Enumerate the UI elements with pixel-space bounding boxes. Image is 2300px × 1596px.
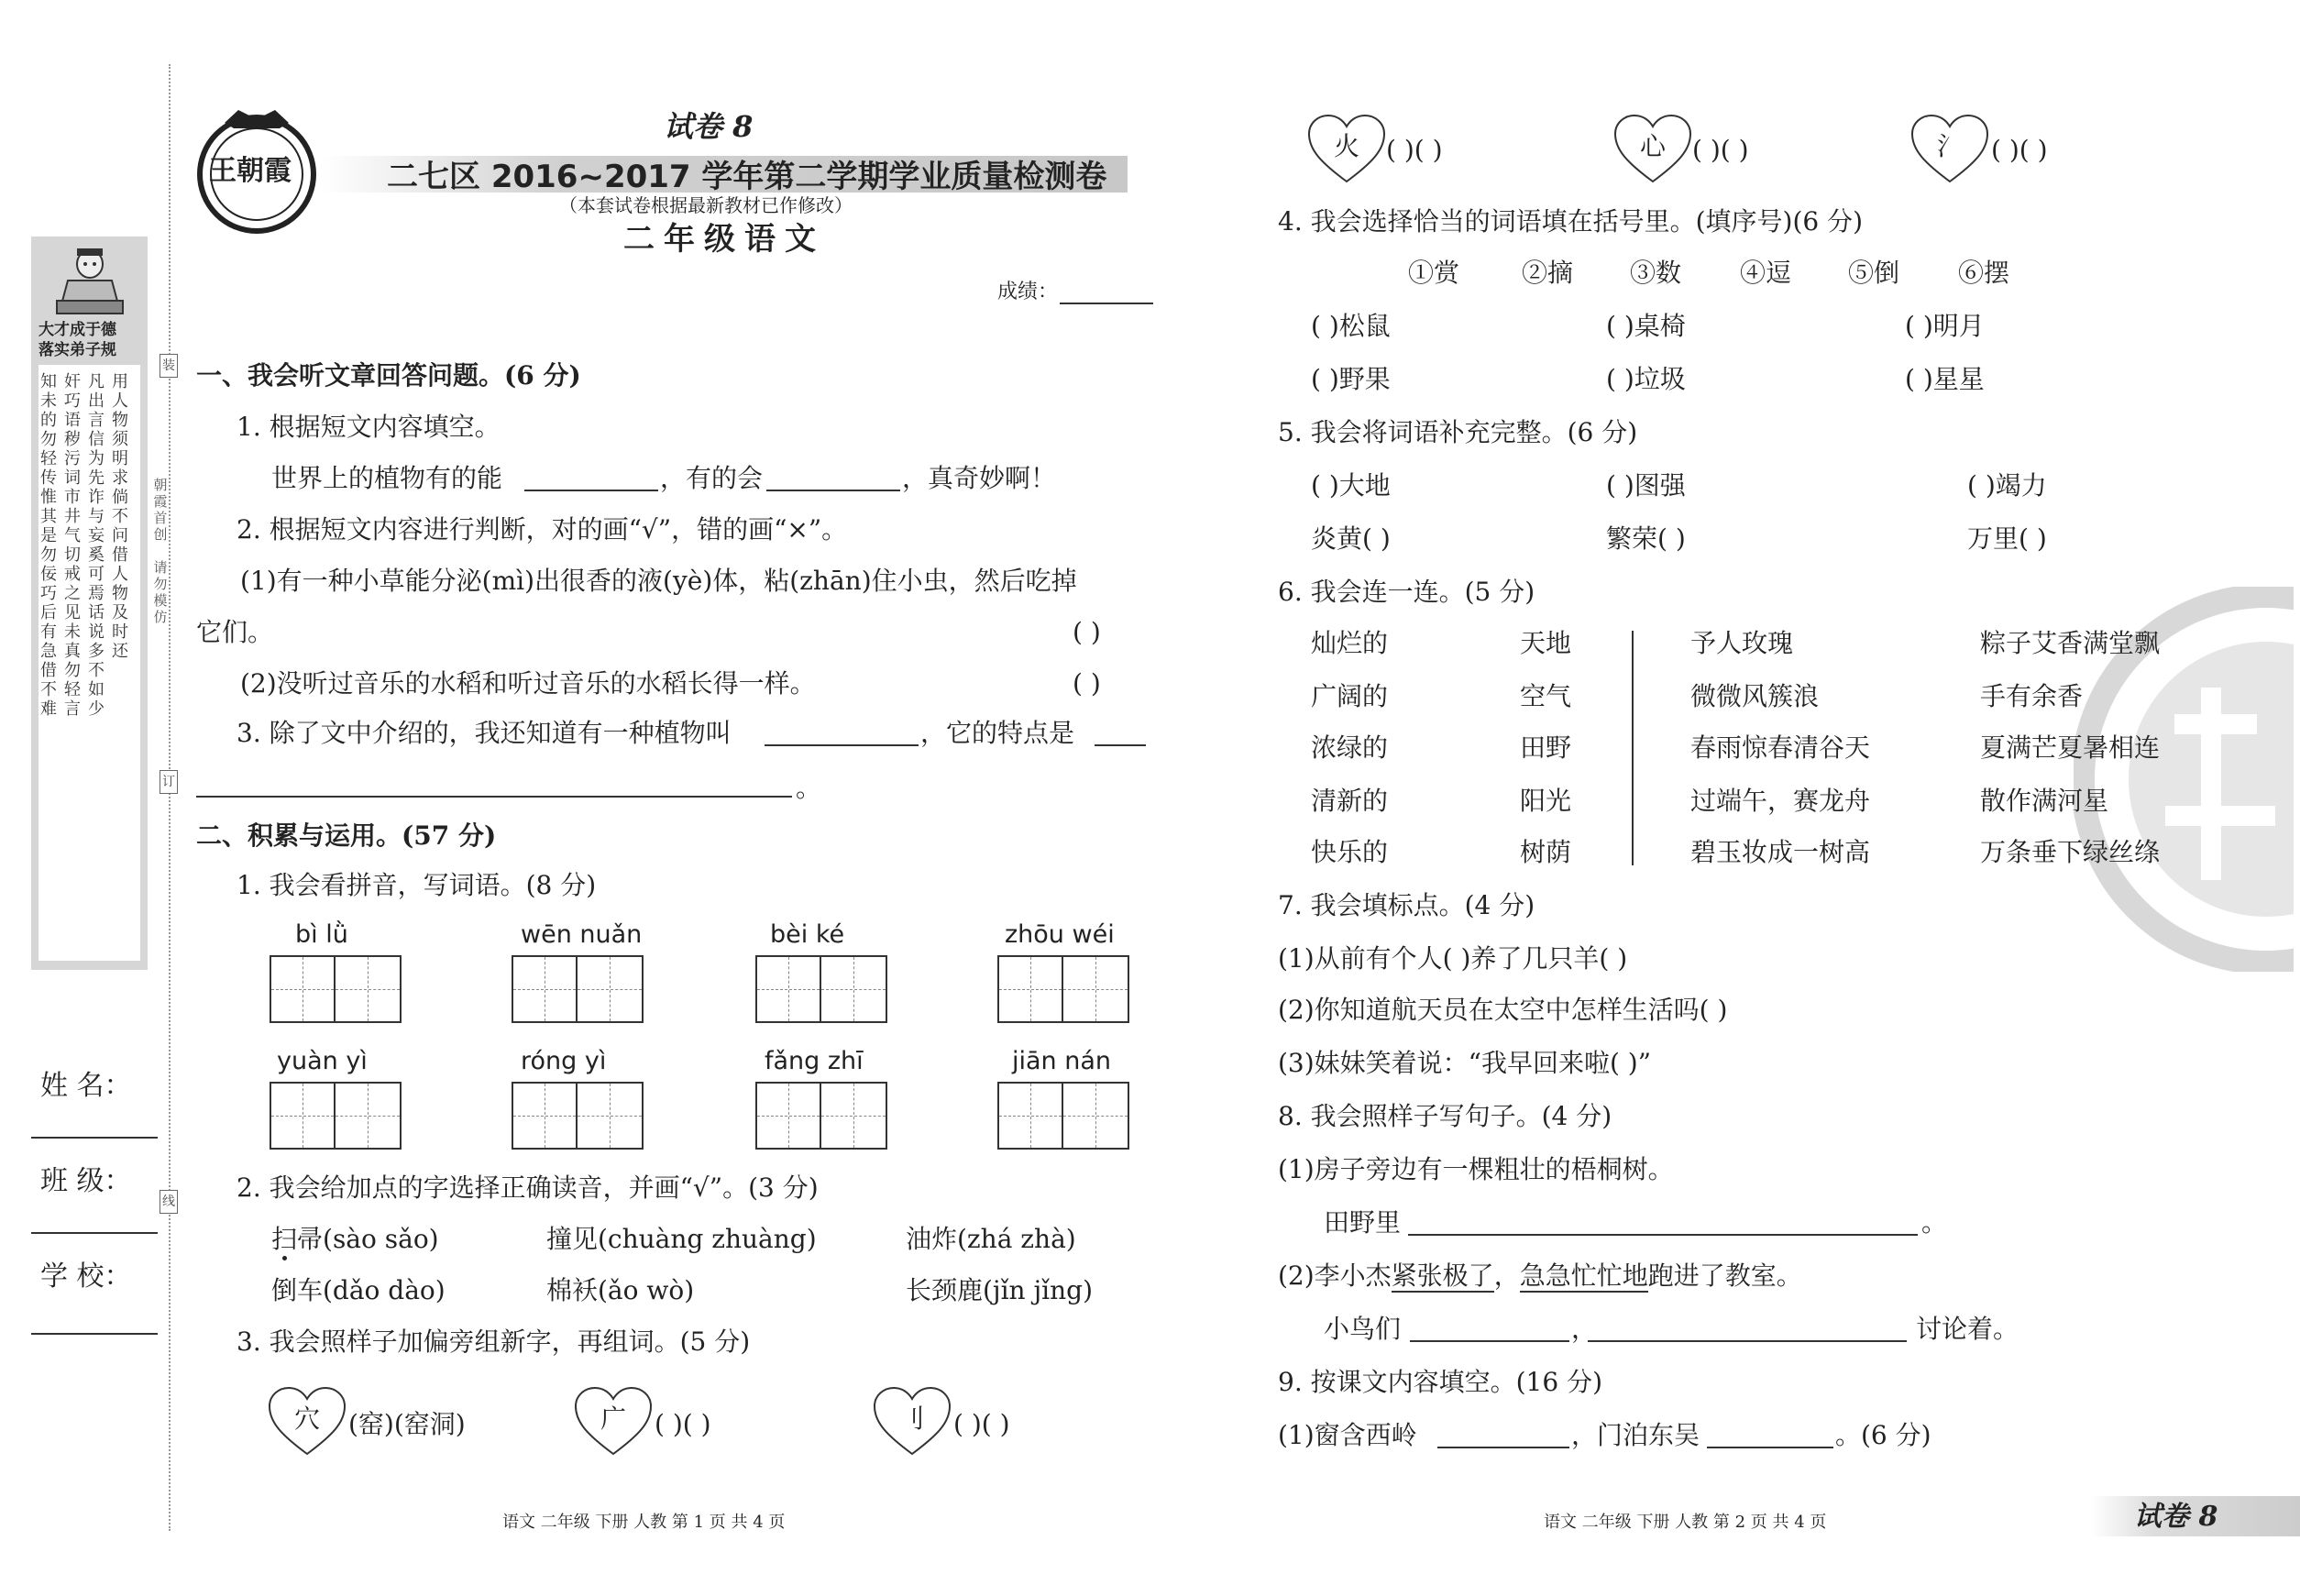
s2-q1: 1. 我会看拼音，写词语。(8 分)	[237, 870, 597, 900]
reading-4[interactable]: 倒车(dǎo dào)	[271, 1275, 446, 1305]
q4-item-4[interactable]: ( )野果	[1311, 364, 1391, 394]
scholar-illustration	[51, 244, 128, 317]
exam-title: 二七区 2016~2017 学年第二学期学业质量检测卷	[387, 159, 1107, 195]
q4-option-3: ③数	[1630, 258, 1682, 288]
q5-item-5[interactable]: 繁荣( )	[1606, 523, 1686, 554]
s1-q2-1-line2: 它们。	[196, 617, 274, 647]
s1-q2-1-line1: (1)有一种小草能分泌(mì)出很香的液(yè)体，粘(zhān)住小虫，然后吃掉	[240, 566, 1077, 596]
q8-blank-1[interactable]	[1408, 1234, 1918, 1236]
section-2-title: 二、积累与运用。(57 分)	[196, 820, 497, 851]
q7-item-1[interactable]: (1)从前有个人( )养了几只羊( )	[1278, 943, 1628, 974]
q6-col2-1[interactable]: 天地	[1520, 628, 1572, 658]
motto-column-2: 凡 出 言 信 为 先 诈 与 妄 奚 可 焉 话 说 多 不 如 少	[88, 372, 105, 719]
q9-blank-2[interactable]	[1707, 1447, 1833, 1448]
s1-q3-part-b: ，它的特点是	[920, 718, 1075, 748]
q9-1-part-b: ，门泊东吴	[1571, 1420, 1700, 1450]
q4-item-3[interactable]: ( )明月	[1905, 311, 1985, 341]
s1-q1-blank-1[interactable]	[524, 490, 658, 491]
footer-page-1: 语文 二年级 下册 人教 第 1 页 共 4 页	[502, 1513, 786, 1532]
school-field[interactable]	[31, 1333, 158, 1335]
q6-col2-4[interactable]: 阳光	[1520, 786, 1572, 816]
s2-q8: 8. 我会照样子写句子。(4 分)	[1278, 1101, 1612, 1131]
q6-col4-3[interactable]: 夏满芒夏暑相连	[1980, 732, 2161, 763]
exam-subtitle: （本套试卷根据最新教材已作修改）	[559, 194, 853, 216]
s2-q6: 6. 我会连一连。(5 分)	[1278, 577, 1535, 607]
heart-radical-1	[266, 1384, 348, 1458]
q8-example-1: (1)房子旁边有一棵粗壮的梧桐树。	[1278, 1154, 1674, 1184]
reading-1-rest: 帚(sào sǎo)	[297, 1224, 439, 1254]
heart-radical-2-fill[interactable]: ( )( )	[655, 1409, 711, 1439]
reading-5[interactable]: 棉袄(ǎo wò)	[546, 1275, 695, 1305]
q4-item-6[interactable]: ( )星星	[1905, 364, 1985, 394]
reading-1-dot: 扫	[271, 1224, 298, 1254]
q4-item-1[interactable]: ( )松鼠	[1311, 311, 1391, 341]
q6-col2-5[interactable]: 树荫	[1520, 837, 1572, 867]
q4-option-2: ②摘	[1522, 258, 1574, 288]
s1-q3-end: 。	[796, 773, 822, 803]
q4-option-1: ①赏	[1408, 258, 1460, 288]
q6-col2-3[interactable]: 田野	[1520, 732, 1572, 763]
q6-col1-3[interactable]: 浓绿的	[1311, 732, 1389, 763]
class-field[interactable]	[31, 1232, 158, 1234]
s1-q1-blank-2[interactable]	[766, 490, 900, 491]
pinyin-3: bèi ké	[770, 920, 845, 949]
motto-column-1: 用 人 物 须 明 求 倘 不 问 借 人 物 及 时 还	[112, 372, 128, 661]
s1-q2: 2. 根据短文内容进行判断，对的画“√”，错的画“×”。	[237, 514, 848, 545]
s1-q3-blank-3[interactable]	[196, 796, 792, 798]
q7-item-3[interactable]: (3)妹妹笑着说：“我早回来啦( )”	[1278, 1048, 1652, 1078]
q8-example-2-mid: ，	[1493, 1260, 1520, 1291]
original-note: 朝 霞 首 创 请 勿 模 仿	[153, 477, 168, 625]
s1-q3-blank-2[interactable]	[1095, 744, 1146, 746]
writing-box-2[interactable]	[512, 955, 644, 1023]
q6-col3-1[interactable]: 予人玫瑰	[1690, 628, 1794, 658]
q6-col3-3[interactable]: 春雨惊春清谷天	[1690, 732, 1871, 763]
footer-page-2: 语文 二年级 下册 人教 第 2 页 共 4 页	[1544, 1513, 1827, 1532]
name-field[interactable]	[31, 1137, 158, 1139]
q7-item-2[interactable]: (2)你知道航天员在太空中怎样生活吗( )	[1278, 995, 1728, 1025]
heart-radical-6-char: 氵	[1936, 131, 1963, 161]
q5-item-6[interactable]: 万里( )	[1967, 523, 2047, 554]
q4-option-4: ④逗	[1740, 258, 1792, 288]
motto-column-3: 奸 巧 语 秽 污 词 市 井 气 切 戒 之 见 未 真 勿 轻 言	[64, 372, 81, 719]
pinyin-6: róng yì	[521, 1047, 607, 1075]
section-1-title: 一、我会听文章回答问题。(6 分)	[196, 360, 581, 391]
heart-radical-5-fill[interactable]: ( )( )	[1692, 135, 1749, 165]
q8-example-2-u2: 急急忙忙地	[1519, 1260, 1648, 1291]
binding-mark-1: 装	[160, 354, 178, 378]
s2-q2: 2. 我会给加点的字选择正确读音，并画“√”。(3 分)	[237, 1172, 819, 1203]
heart-radical-2-char: 广	[600, 1403, 626, 1434]
heart-radical-3	[871, 1384, 953, 1458]
s2-q5: 5. 我会将词语补充完整。(6 分)	[1278, 417, 1638, 447]
pinyin-1: bì lǜ	[295, 920, 348, 949]
q5-item-1[interactable]: ( )大地	[1311, 470, 1391, 501]
pinyin-2: wēn nuǎn	[521, 920, 643, 949]
q9-blank-1[interactable]	[1437, 1447, 1569, 1448]
exam-tag: 试卷 8	[664, 109, 754, 144]
s1-q3-part-a: 3. 除了文中介绍的，我还知道有一种植物叫	[237, 718, 732, 748]
s2-q4: 4. 我会选择恰当的词语填在括号里。(填序号)(6 分)	[1278, 206, 1864, 237]
q8-example-2-post: 跑进了教室。	[1647, 1260, 1802, 1291]
pinyin-7: fǎng zhī	[765, 1047, 864, 1075]
subject-title: 二年级语文	[623, 221, 825, 258]
heart-radical-4-char: 火	[1333, 131, 1359, 161]
q6-col1-5[interactable]: 快乐的	[1311, 837, 1389, 867]
q6-col4-4[interactable]: 散作满河星	[1980, 786, 2109, 816]
q6-divider	[1632, 631, 1634, 865]
heart-radical-6-fill[interactable]: ( )( )	[1991, 135, 2048, 165]
s1-q3-blank-1[interactable]	[765, 744, 919, 746]
q6-col3-5[interactable]: 碧玉妆成一树高	[1690, 837, 1871, 867]
motto-line-2: 落实弟子规	[39, 341, 116, 359]
heart-radical-6	[1909, 112, 1991, 185]
score-field[interactable]	[1060, 303, 1153, 304]
s1-q1-part-a: 世界上的植物有的能	[271, 463, 503, 493]
q8-fill-1-lead: 田野里	[1324, 1207, 1402, 1238]
q9-1-part-c: 。(6 分)	[1835, 1420, 1931, 1450]
q8-fill-2-lead: 小鸟们	[1324, 1314, 1402, 1344]
school-label: 学 校：	[40, 1260, 132, 1293]
s2-q7: 7. 我会填标点。(4 分)	[1278, 890, 1535, 920]
heart-radical-5	[1612, 112, 1694, 185]
q6-col4-2[interactable]: 手有余香	[1980, 681, 2084, 711]
heart-radical-1-char: 穴	[293, 1403, 320, 1434]
heart-radical-1-fill: (窑)(窑洞)	[348, 1409, 466, 1439]
footer-tag: 试卷 8	[2134, 1501, 2218, 1533]
q4-item-2[interactable]: ( )桌椅	[1606, 311, 1686, 341]
heart-radical-2	[572, 1384, 655, 1458]
q6-col4-1[interactable]: 粽子艾香满堂飘	[1980, 628, 2161, 658]
s1-q2-2-answer[interactable]: ( )	[1073, 668, 1101, 699]
q6-col1-4[interactable]: 清新的	[1311, 786, 1389, 816]
logo-text: 王朝霞	[209, 155, 292, 187]
q8-fill-2-end: 讨论着。	[1916, 1314, 2019, 1344]
s1-q1-part-c: ，真奇妙啊！	[902, 463, 1057, 493]
writing-box-3[interactable]	[755, 955, 887, 1023]
class-label: 班 级：	[40, 1165, 132, 1197]
heart-radical-4	[1305, 112, 1388, 185]
q4-option-6: ⑥摆	[1958, 258, 2010, 288]
q5-item-4[interactable]: 炎黄( )	[1311, 523, 1391, 554]
writing-box-7[interactable]	[755, 1082, 887, 1150]
q8-example-2	[1278, 1260, 1802, 1291]
reading-1	[271, 1224, 439, 1254]
s2-q3: 3. 我会照样子加偏旁组新字，再组词。(5 分)	[237, 1326, 751, 1357]
motto-sidebar	[31, 237, 148, 970]
motto-line-1: 大才成于德	[39, 321, 116, 339]
s1-q2-2: (2)没听过音乐的水稻和听过音乐的水稻长得一样。	[240, 668, 816, 699]
q8-blank-2[interactable]	[1410, 1340, 1569, 1342]
reading-6[interactable]: 长颈鹿(jǐn jǐng)	[906, 1275, 1094, 1305]
s1-q1: 1. 根据短文内容填空。	[237, 412, 501, 442]
s2-q9: 9. 按课文内容填空。(16 分)	[1278, 1367, 1602, 1397]
q8-fill-2-comma: ，	[1571, 1314, 1598, 1344]
q9-1-part-a: (1)窗含西岭	[1278, 1420, 1417, 1450]
pinyin-8: jiān nán	[1012, 1047, 1112, 1075]
heart-radical-3-char: 刂	[898, 1403, 925, 1434]
pinyin-4: zhōu wéi	[1005, 920, 1115, 949]
q4-item-5[interactable]: ( )垃圾	[1606, 364, 1686, 394]
writing-box-4[interactable]	[997, 955, 1129, 1023]
writing-box-1[interactable]	[270, 955, 402, 1023]
q8-fill-1-end: 。	[1921, 1207, 1948, 1238]
name-label: 姓 名：	[40, 1070, 132, 1102]
q5-item-2[interactable]: ( )图强	[1606, 470, 1686, 501]
q8-example-2-u1: 紧张极了	[1391, 1260, 1494, 1291]
writing-box-5[interactable]	[270, 1082, 402, 1150]
q8-blank-3[interactable]	[1588, 1340, 1907, 1342]
reading-3[interactable]: 油炸(zhá zhà)	[906, 1224, 1076, 1254]
s1-q1-part-b: ，有的会	[660, 463, 764, 493]
q6-col3-4[interactable]: 过端午，赛龙舟	[1690, 786, 1871, 816]
score-label: 成绩：	[997, 281, 1059, 303]
q6-col3-2[interactable]: 微微风簇浪	[1690, 681, 1820, 711]
motto-column-4: 知 未 的 勿 轻 传 惟 其 是 勿 佞 巧 后 有 急 借 不 难	[40, 372, 57, 719]
writing-box-6[interactable]	[512, 1082, 644, 1150]
q6-col2-2[interactable]: 空气	[1520, 681, 1572, 711]
heart-radical-4-fill[interactable]: ( )( )	[1386, 135, 1443, 165]
heart-radical-5-char: 心	[1639, 131, 1666, 161]
reading-2[interactable]: 撞见(chuàng zhuàng)	[546, 1224, 817, 1254]
heart-radical-3-fill[interactable]: ( )( )	[953, 1409, 1010, 1439]
q5-item-3[interactable]: ( )竭力	[1967, 470, 2047, 501]
binding-mark-2: 订	[160, 770, 178, 794]
writing-box-8[interactable]	[997, 1082, 1129, 1150]
q4-option-5: ⑤倒	[1848, 258, 1900, 288]
binding-mark-3: 线	[160, 1190, 178, 1214]
pinyin-5: yuàn yì	[277, 1047, 368, 1075]
q6-col1-2[interactable]: 广阔的	[1311, 681, 1389, 711]
q6-col4-5[interactable]: 万条垂下绿丝绦	[1980, 837, 2161, 867]
q6-col1-1[interactable]: 灿烂的	[1311, 628, 1389, 658]
s1-q2-1-answer[interactable]: ( )	[1073, 617, 1101, 647]
binding-line	[169, 64, 171, 1531]
q8-example-2-pre: (2)李小杰	[1278, 1260, 1392, 1291]
